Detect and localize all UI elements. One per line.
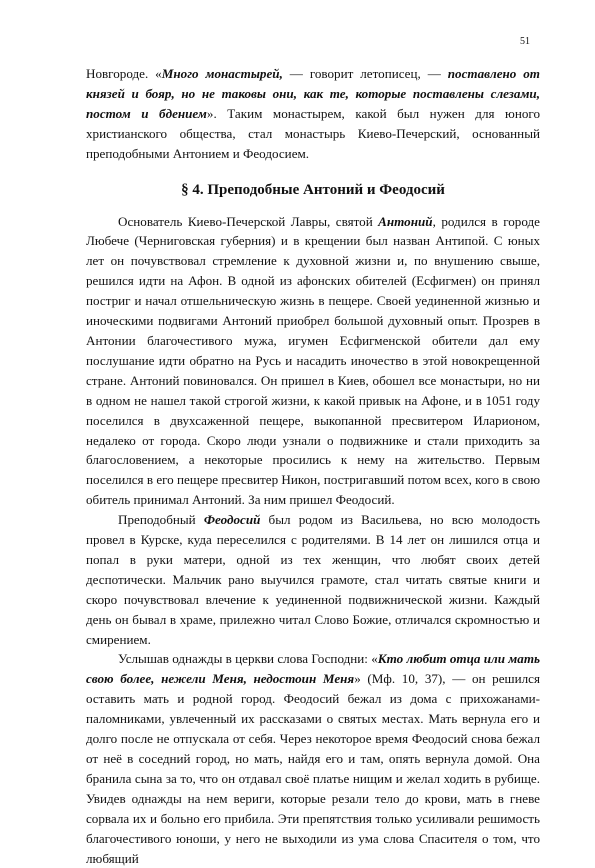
paragraph-theodosius xyxy=(86,510,540,649)
paragraph-theodosius-run: был родом из Васильева, но всю молодость провел в Курске, куда переселился с родителями. В 14 лет он лишился отца и попал в руки матери, одной из тех женщин, что любят своих детей деспотически. Мальчик рано выучился грамоте, стал читать святые книги и скоро почувствовал влечение к уединенной подвижнической жизни. Каждый день он бывал в храме, прилежно читал Слово Божие, отличался скромностью и смирением. xyxy=(86,512,540,647)
page-number: 51 xyxy=(520,36,530,47)
paragraph-antony-run: Антоний xyxy=(378,213,433,229)
paragraph-intro-run: поставлено от князей и бояр, но не таковы они, как те, которые поставлены слезами, постом и бдением xyxy=(86,66,540,121)
paragraph-heard-run: » (Мф. 10, 37), — он решился оставить мать и родной город. Феодосий бежал из дома с прихожанами-паломниками, увлеченный их рассказами о святых местах. Мать вернула его и долго после не отпускала от себя. Через некоторое время Феодосий снова бежал от неё в соседний город, но мать, найдя его и там, опять вернула домой. Она бранила сына за то, что он отдавал своё платье нищим и желал ходить в рубище. Увидев однажды на нем вериги, которые резали тело до крови, мать в гневе сорвала их и больно его прибила. Эти препятствия только усиливали решимость благочестивого юноши, у него не выходили из ума слова Спасителя о том, что любящий xyxy=(86,671,540,866)
paragraph-heard xyxy=(86,649,540,868)
paragraph-antony-run: Основатель Киево-Печерской Лавры, святой xyxy=(118,213,379,229)
paragraph-heard-run: Кто любит отца или мать свою более, нежели Меня, недостоин Меня xyxy=(86,651,540,687)
paragraph-intro-run: ». Таким монастырем, какой был нужен для юного христианского общества, стал монастырь Киево-Печерский, основанный преподобными Антонием и Феодосием. xyxy=(86,105,540,161)
page-body xyxy=(86,64,540,868)
paragraph-antony-run: , родился в городе Любече (Черниговская губерния) и в крещении был назван Антипой. С юных лет он почувствовал стремление к духовной жизни и, по внушению свыше, решился идти на Афон. В одной из афонских обителей (Есфигмен) он принял постриг и начал отшельническую жизнь в пещере. Своей уединенной жизнью и иноческими подвигами Антоний приобрел большой духовный опыт. Прозрев в Антонии благочестивого мужа, игумен Есфигменской обители дал ему послушание идти обратно на Русь и насадить иночество в этой новокрещенной стране. Антоний повиновался. Он пришел в Киев, обошел все монастыри, но ни в одном не нашел такой строгой жизни, к какой привык на Афоне, и в 1051 году поселился в двухсаженной пещере, выкопанной пресвитером Иларионом, недалеко от города. Скоро люди узнали о подвижнике и стали приходить за благословением, а некоторые просились к нему на жительство. Первым поселился в его пещере пресвитер Никон, постригавший потом всех, кого в свою обитель принимал Антоний. За ним пришел Феодосий. xyxy=(86,213,540,508)
section-heading: § 4. Преподобные Антоний и Феодосий xyxy=(181,181,445,198)
paragraph-heard-run: Услышав однажды в церкви слова Господни: « xyxy=(118,651,378,667)
paragraph-intro-run: Много монастырей, xyxy=(161,66,283,81)
paragraph-antony xyxy=(86,212,540,511)
paragraph-intro-run: Новгороде. « xyxy=(86,66,162,81)
paragraph-theodosius-run: Преподобный xyxy=(118,512,204,528)
paragraph-theodosius-run: Феодосий xyxy=(203,512,261,528)
paragraph-intro-run: — говорит летописец, — xyxy=(282,66,448,81)
paragraph-intro xyxy=(86,64,540,164)
